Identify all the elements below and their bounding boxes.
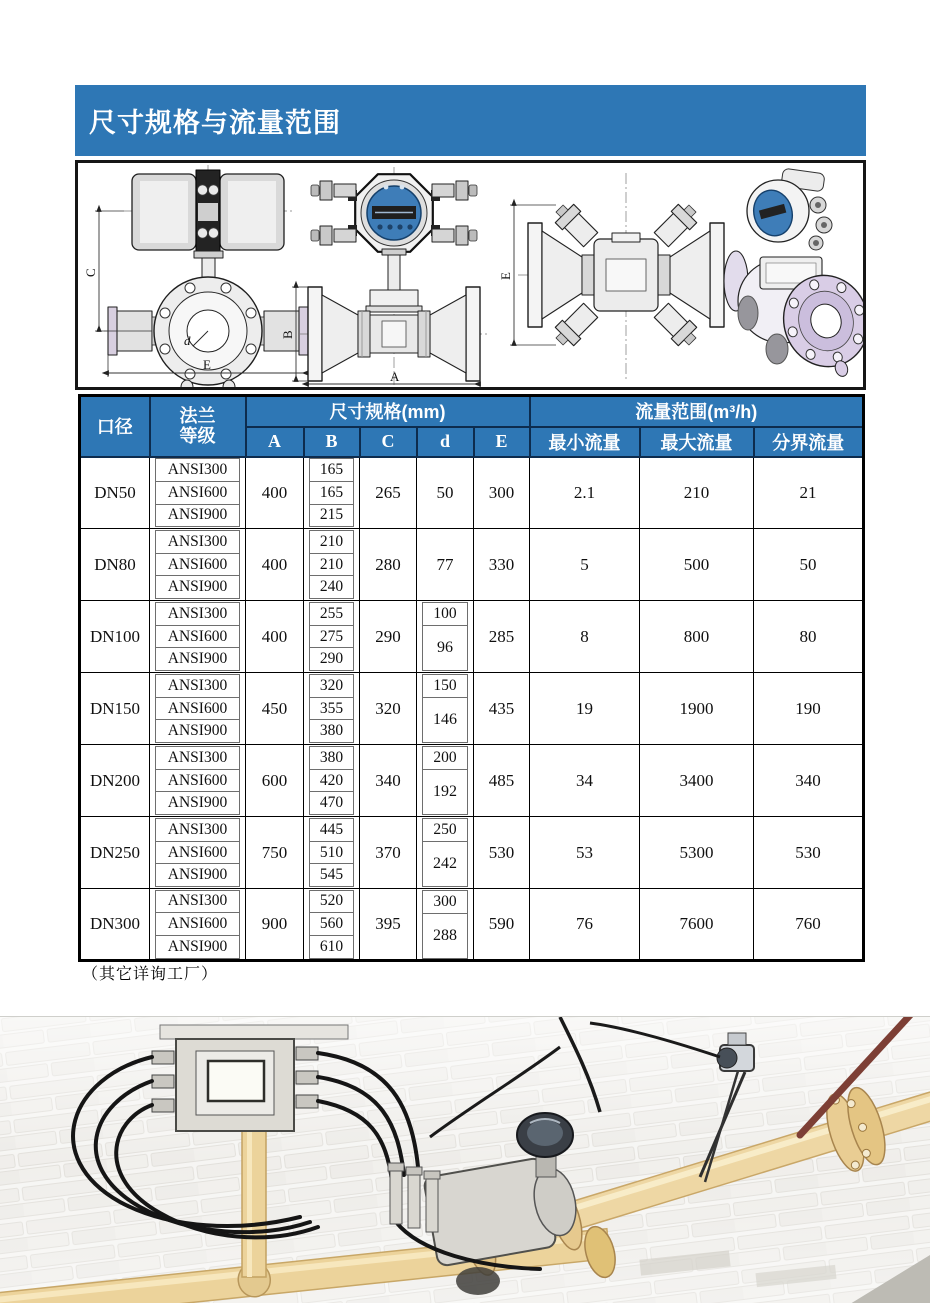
sub-cell: 150 (422, 674, 468, 698)
dim-label-E-port: E (498, 272, 513, 280)
sub-cell: 355 (309, 697, 354, 721)
dim-a-cell: 400 (246, 457, 304, 529)
dim-c-cell: 280 (360, 529, 417, 601)
sub-cell: 255 (309, 602, 354, 626)
header-col-A: A (246, 427, 304, 457)
sub-cell: 242 (422, 841, 468, 887)
sub-cell: ANSI300 (155, 458, 240, 482)
flow-max-cell: 3400 (640, 745, 754, 817)
sub-cell: 165 (309, 458, 354, 482)
flow-max-cell: 1900 (640, 673, 754, 745)
flange-grade-cell (150, 817, 246, 889)
sub-cell: 300 (422, 890, 468, 914)
flange-grade-cell (150, 529, 246, 601)
flow-boundary-cell: 50 (754, 529, 864, 601)
sub-cell: 610 (309, 935, 354, 959)
dim-label-E-front: E (203, 357, 211, 372)
spec-table-head (80, 396, 864, 457)
diameter-cell: DN80 (80, 529, 150, 601)
dim-a-cell: 450 (246, 673, 304, 745)
dim-label-d: d (184, 333, 191, 348)
flow-min-cell: 8 (530, 601, 640, 673)
dim-d-cell (417, 745, 474, 817)
dim-a-cell: 900 (246, 889, 304, 961)
table-row-DN150 (80, 673, 864, 745)
header-col-B: B (304, 427, 360, 457)
flow-boundary-cell: 80 (754, 601, 864, 673)
dim-c-cell: 290 (360, 601, 417, 673)
sub-cell: 210 (309, 553, 354, 577)
sub-cell: ANSI900 (155, 647, 240, 671)
dim-d-cell (417, 673, 474, 745)
sub-cell: ANSI600 (155, 841, 240, 865)
header-flange-line2: 等级 (179, 426, 216, 447)
spec-table (78, 394, 865, 962)
dim-e-cell: 485 (474, 745, 530, 817)
sub-cell: 288 (422, 913, 468, 959)
dim-label-C: C (83, 268, 98, 277)
sub-cell: ANSI300 (155, 674, 240, 698)
dim-c-cell: 340 (360, 745, 417, 817)
table-row-DN50 (80, 457, 864, 529)
header-col-min-flow: 最小流量 (530, 427, 640, 457)
flange-grade-cell (150, 745, 246, 817)
sub-cell: 510 (309, 841, 354, 865)
conduit-risers (388, 1163, 440, 1232)
flow-boundary-cell: 340 (754, 745, 864, 817)
section-title: 尺寸规格与流量范围 (89, 108, 341, 138)
flow-max-cell: 800 (640, 601, 754, 673)
dim-d-cell (417, 601, 474, 673)
dim-d-cell (417, 889, 474, 961)
sub-cell: 470 (309, 791, 354, 815)
section-title-bar (75, 85, 866, 156)
sub-cell: 380 (309, 746, 354, 770)
technical-drawings (78, 163, 863, 387)
sub-cell: 96 (422, 625, 468, 671)
header-flange-grade (150, 396, 246, 457)
sub-cell: 560 (309, 912, 354, 936)
flow-max-cell: 7600 (640, 889, 754, 961)
sub-cell: 100 (422, 602, 468, 626)
side-view-drawing (280, 167, 488, 387)
flow-min-cell: 2.1 (530, 457, 640, 529)
sub-cell: ANSI300 (155, 746, 240, 770)
diameter-cell: DN200 (80, 745, 150, 817)
flange-grade-cell (150, 889, 246, 961)
technical-drawings-panel (75, 160, 866, 390)
header-col-max-flow: 最大流量 (640, 427, 754, 457)
dim-d-cell: 77 (417, 529, 474, 601)
dim-c-cell: 320 (360, 673, 417, 745)
diameter-cell: DN250 (80, 817, 150, 889)
flow-min-cell: 53 (530, 817, 640, 889)
dim-b-cell (304, 457, 360, 529)
sub-cell: 320 (309, 674, 354, 698)
dim-b-cell (304, 601, 360, 673)
sub-cell: 290 (309, 647, 354, 671)
sub-cell: ANSI300 (155, 890, 240, 914)
sub-cell: 215 (309, 504, 354, 528)
flow-min-cell: 76 (530, 889, 640, 961)
sub-cell: ANSI900 (155, 935, 240, 959)
dim-e-cell: 590 (474, 889, 530, 961)
port-view-drawing (498, 173, 734, 379)
sub-cell: ANSI600 (155, 697, 240, 721)
dim-c-cell: 370 (360, 817, 417, 889)
installation-photo (0, 1016, 930, 1303)
dim-a-cell: 600 (246, 745, 304, 817)
sub-cell: 380 (309, 719, 354, 743)
flow-max-cell: 5300 (640, 817, 754, 889)
diameter-cell: DN100 (80, 601, 150, 673)
header-col-d: d (417, 427, 474, 457)
header-flange-line1: 法兰 (179, 406, 216, 427)
header-col-boundary-flow: 分界流量 (754, 427, 864, 457)
flange-grade-cell (150, 601, 246, 673)
sub-cell: 165 (309, 481, 354, 505)
sub-cell: 210 (309, 530, 354, 554)
sub-cell: 545 (309, 863, 354, 887)
dim-b-cell (304, 817, 360, 889)
sub-cell: 192 (422, 769, 468, 815)
dim-b-cell (304, 745, 360, 817)
dim-c-cell: 395 (360, 889, 417, 961)
flow-min-cell: 34 (530, 745, 640, 817)
sub-cell: 275 (309, 625, 354, 649)
sub-cell: ANSI600 (155, 625, 240, 649)
sub-cell: ANSI900 (155, 791, 240, 815)
flow-boundary-cell: 21 (754, 457, 864, 529)
dim-d-cell (417, 817, 474, 889)
sub-cell: ANSI300 (155, 530, 240, 554)
flow-min-cell: 19 (530, 673, 640, 745)
sub-cell: 146 (422, 697, 468, 743)
spec-table-body (80, 457, 864, 961)
dim-a-cell: 400 (246, 601, 304, 673)
table-row-DN100 (80, 601, 864, 673)
table-row-DN200 (80, 745, 864, 817)
header-diameter: 口径 (80, 396, 150, 457)
diameter-cell: DN150 (80, 673, 150, 745)
dim-e-cell: 435 (474, 673, 530, 745)
dim-b-cell (304, 673, 360, 745)
sub-cell: ANSI900 (155, 719, 240, 743)
sub-cell: ANSI600 (155, 769, 240, 793)
flange-grade-cell (150, 457, 246, 529)
dim-d-cell: 50 (417, 457, 474, 529)
sub-cell: 420 (309, 769, 354, 793)
flow-boundary-cell: 760 (754, 889, 864, 961)
dim-label-A: A (390, 369, 400, 384)
sub-cell: 240 (309, 575, 354, 599)
diameter-cell: DN50 (80, 457, 150, 529)
sub-cell: 200 (422, 746, 468, 770)
flow-max-cell: 500 (640, 529, 754, 601)
dim-e-cell: 530 (474, 817, 530, 889)
dim-a-cell: 750 (246, 817, 304, 889)
header-dimensions-group: 尺寸规格(mm) (246, 396, 530, 427)
dim-e-cell: 330 (474, 529, 530, 601)
sub-cell: ANSI300 (155, 818, 240, 842)
sub-cell: ANSI600 (155, 912, 240, 936)
dim-b-cell (304, 529, 360, 601)
dim-label-B: B (280, 330, 295, 339)
sub-cell: 520 (309, 890, 354, 914)
sub-cell: ANSI900 (155, 575, 240, 599)
dim-e-cell: 285 (474, 601, 530, 673)
table-row-DN80 (80, 529, 864, 601)
isometric-view-drawing (724, 168, 863, 387)
dim-a-cell: 400 (246, 529, 304, 601)
sub-cell: 445 (309, 818, 354, 842)
dim-e-cell: 300 (474, 457, 530, 529)
dim-c-cell: 265 (360, 457, 417, 529)
diameter-cell: DN300 (80, 889, 150, 961)
sub-cell: ANSI300 (155, 602, 240, 626)
footnote: （其它详询工厂） (82, 966, 219, 983)
flow-boundary-cell: 190 (754, 673, 864, 745)
sub-cell: 250 (422, 818, 468, 842)
dim-b-cell (304, 889, 360, 961)
sub-cell: ANSI600 (155, 553, 240, 577)
flange-grade-cell (150, 673, 246, 745)
sub-cell: ANSI600 (155, 481, 240, 505)
header-flow-group: 流量范围(m³/h) (530, 396, 864, 427)
header-col-C: C (360, 427, 417, 457)
table-row-DN250 (80, 817, 864, 889)
flow-boundary-cell: 530 (754, 817, 864, 889)
sub-cell: ANSI900 (155, 504, 240, 528)
flow-max-cell: 210 (640, 457, 754, 529)
table-row-DN300 (80, 889, 864, 961)
flow-min-cell: 5 (530, 529, 640, 601)
sub-cell: ANSI900 (155, 863, 240, 887)
front-view-drawing (83, 165, 314, 387)
header-col-E: E (474, 427, 530, 457)
